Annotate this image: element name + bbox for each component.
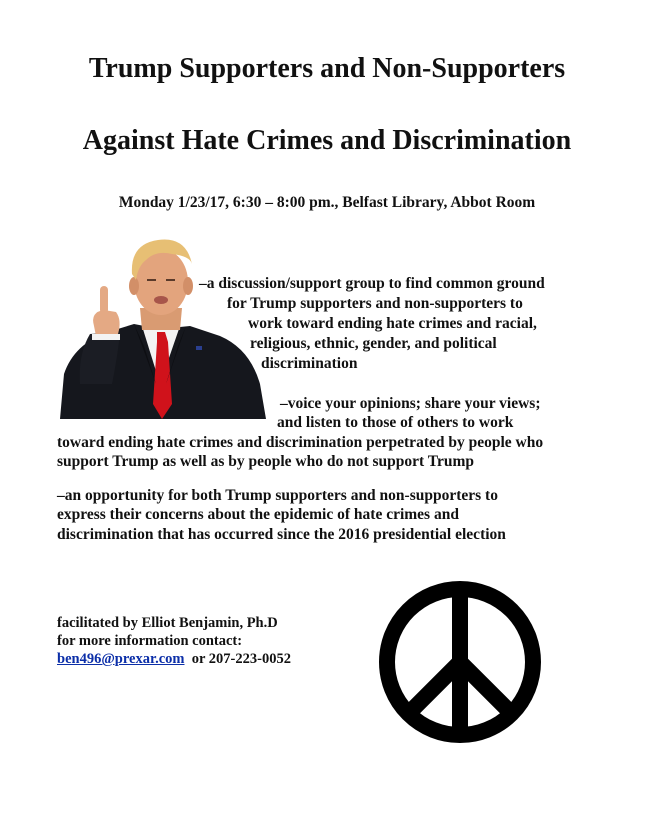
flyer-title-line-1: Trump Supporters and Non-Supporters bbox=[88, 53, 566, 84]
contact-line bbox=[57, 650, 291, 669]
paragraph-2-line: support Trump as well as by people who do not support Trump bbox=[57, 453, 475, 470]
paragraph-3-line: express their concerns about the epidemic of hate crimes and bbox=[57, 506, 459, 523]
paragraph-3-line: –an opportunity for both Trump supporters and non-supporters to bbox=[57, 487, 498, 504]
paragraph-2-line: toward ending hate crimes and discrimination perpetrated by people who bbox=[57, 434, 544, 451]
paragraph-2-line: –voice your opinions; share your views; bbox=[280, 395, 541, 412]
paragraph-1-line: –a discussion/support group to find common ground bbox=[199, 275, 545, 292]
speaker-photo-illustration bbox=[60, 234, 270, 419]
paragraph-3-line: discrimination that has occurred since the 2016 presidential election bbox=[57, 526, 506, 543]
paragraph-1-line: discrimination bbox=[261, 355, 358, 372]
flyer-title-line-2: Against Hate Crimes and Discrimination bbox=[82, 125, 572, 156]
paragraph-1-line: for Trump supporters and non-supporters to bbox=[227, 295, 523, 312]
contact-label: for more information contact: bbox=[57, 633, 243, 649]
event-details: Monday 1/23/17, 6:30 – 8:00 pm., Belfast Library, Abbot Room bbox=[118, 194, 536, 211]
peace-sign-icon bbox=[378, 580, 542, 744]
email-link[interactable]: ben496@prexar.com bbox=[57, 651, 185, 667]
paragraph-1-line: work toward ending hate crimes and racial, bbox=[248, 315, 537, 332]
speaker-photo bbox=[60, 234, 270, 419]
phone-number: or 207-223-0052 bbox=[191, 651, 291, 667]
facilitator-credit: facilitated by Elliot Benjamin, Ph.D bbox=[57, 615, 278, 631]
paragraph-1-line: religious, ethnic, gender, and political bbox=[250, 335, 497, 352]
paragraph-2-line: and listen to those of others to work bbox=[277, 414, 514, 431]
